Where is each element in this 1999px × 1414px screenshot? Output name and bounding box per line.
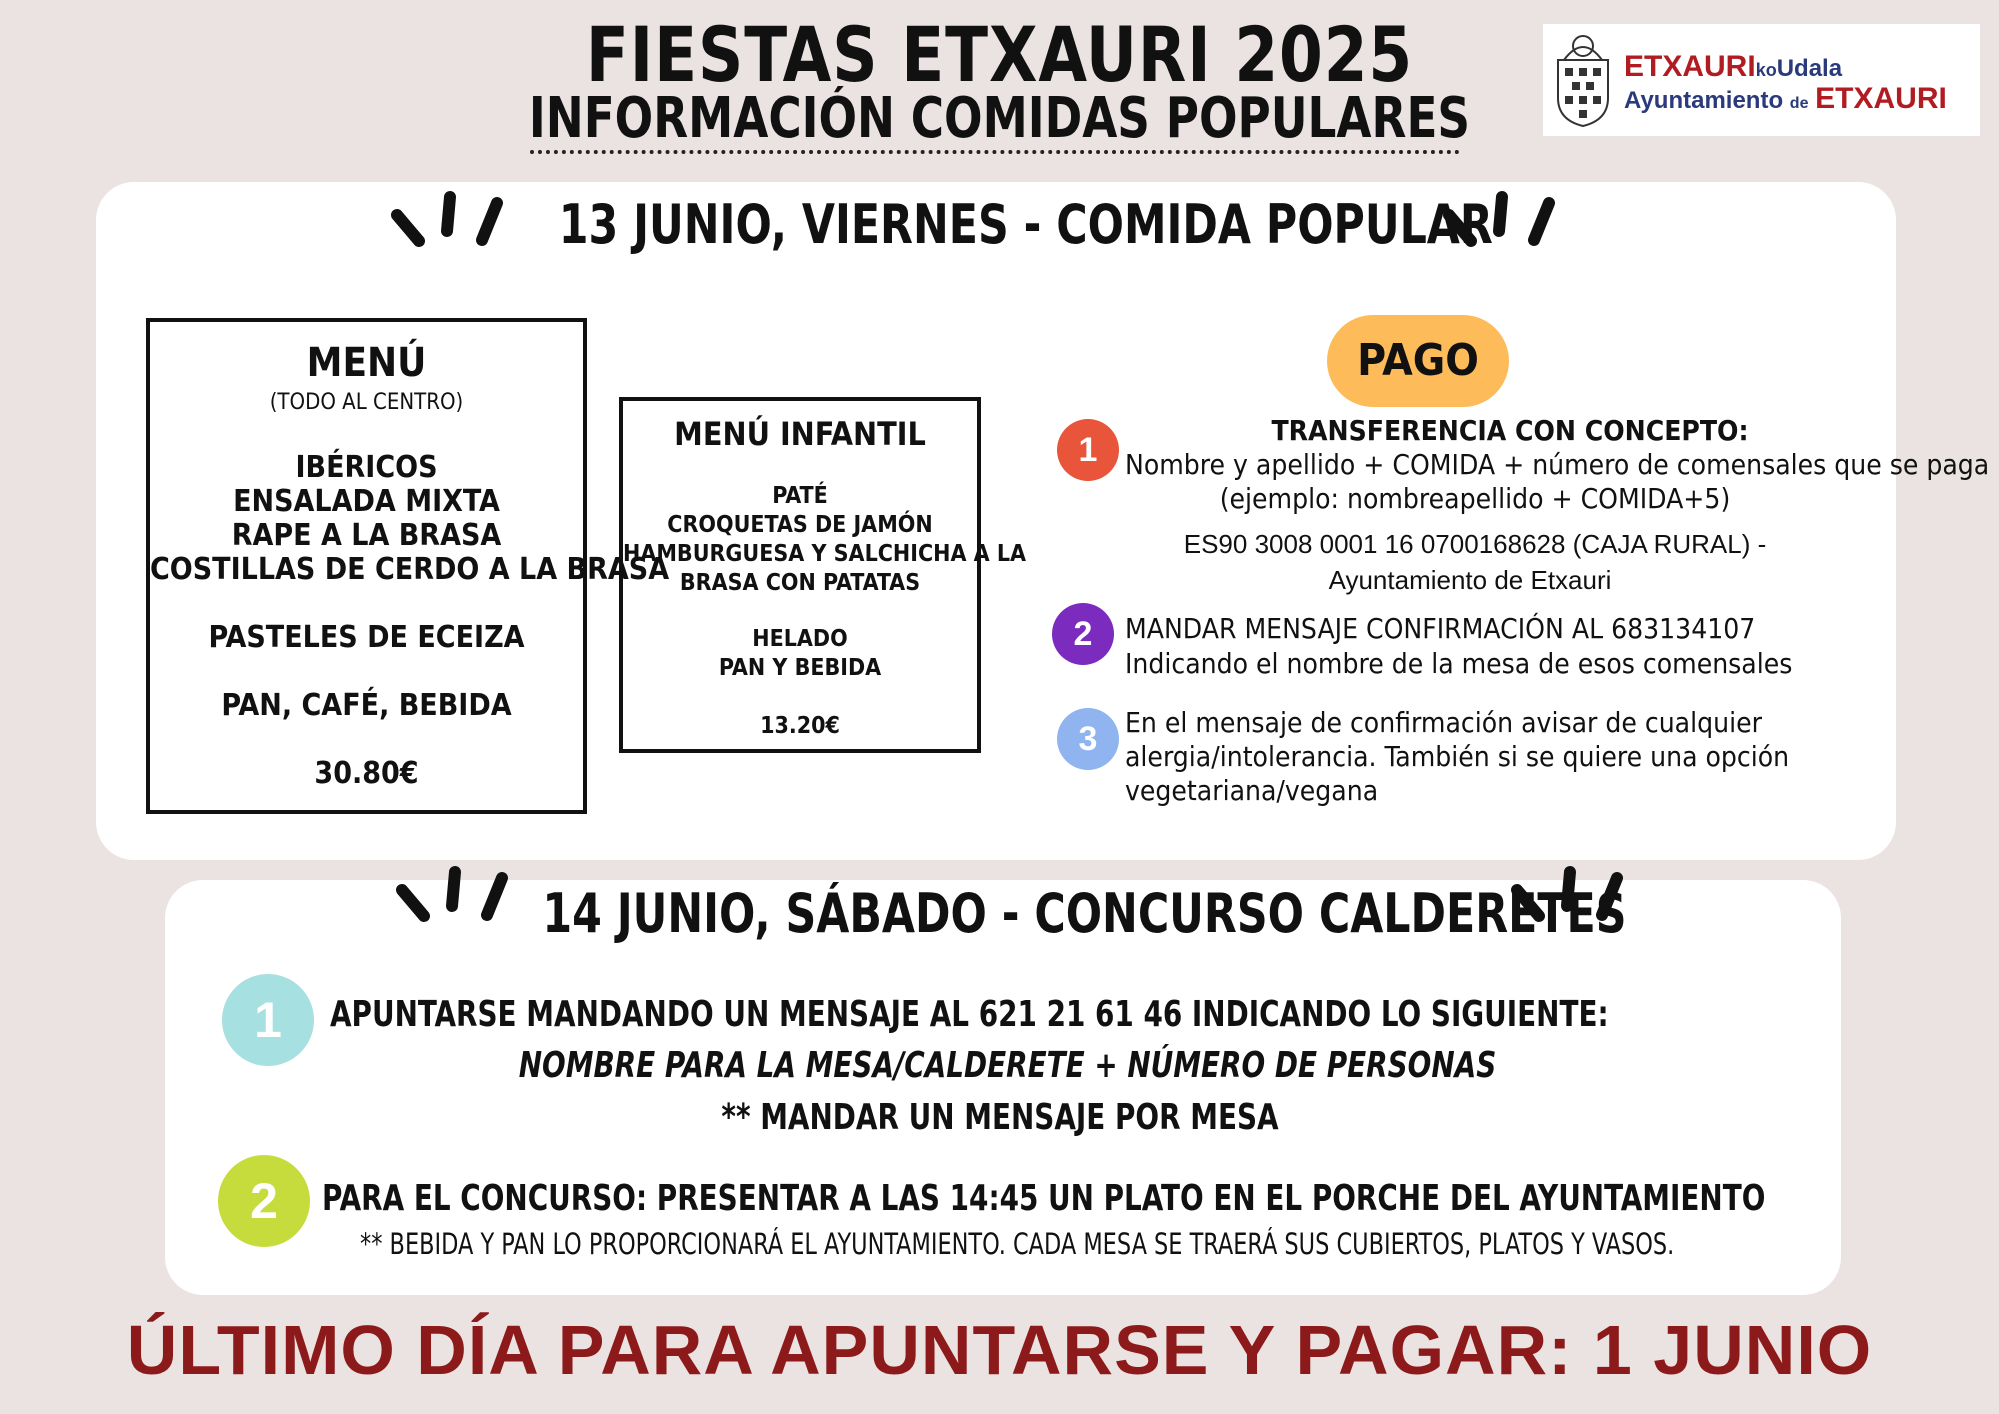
kids-menu-item: HAMBURGUESA Y SALCHICHA A LA bbox=[623, 541, 1027, 567]
step-number-badge: 1 bbox=[1057, 419, 1119, 481]
page-subtitle: INFORMACIÓN COMIDAS POPULARES bbox=[528, 86, 1471, 151]
logo-text-ko: ko bbox=[1755, 60, 1777, 80]
contest-step1-format: NOMBRE PARA LA MESA/CALDERETE + NÚMERO DE PERSONAS bbox=[518, 1045, 1497, 1086]
menu-extras: PAN, CAFÉ, BEBIDA bbox=[221, 688, 512, 723]
payment-step3-line: En el mensaje de confirmación avisar de cualquier bbox=[1125, 706, 1762, 739]
payment-step3-line: alergia/intolerancia. También si se quiere una opción bbox=[1125, 740, 1790, 773]
step-number-badge: 2 bbox=[218, 1155, 310, 1247]
logo-text-etxauri: ETXAURI bbox=[1624, 50, 1756, 83]
menu-item: RAPE A LA BRASA bbox=[231, 518, 502, 553]
menu-heading: MENÚ bbox=[306, 340, 427, 386]
saturday-title: 14 JUNIO, SÁBADO - CONCURSO CALDERETES bbox=[542, 882, 1627, 945]
kids-menu-item: BRASA CON PATATAS bbox=[679, 570, 921, 596]
accent-marks-icon bbox=[390, 860, 525, 930]
kids-menu-item: CROQUETAS DE JAMÓN bbox=[667, 512, 933, 538]
payment-step1-title: TRANSFERENCIA CON CONCEPTO: bbox=[1271, 414, 1749, 447]
payment-step1-example: (ejemplo: nombreapellido + COMIDA+5) bbox=[1219, 482, 1731, 515]
coat-of-arms-icon bbox=[1550, 30, 1616, 130]
adult-menu-box bbox=[146, 318, 670, 814]
payment-step3-line: vegetariana/vegana bbox=[1125, 774, 1379, 807]
kids-menu-extra: PAN Y BEBIDA bbox=[718, 655, 882, 681]
accent-marks-icon bbox=[385, 185, 520, 255]
step-number-badge: 1 bbox=[222, 974, 314, 1066]
title-divider bbox=[530, 150, 1460, 154]
contest-step1-title: APUNTARSE MANDANDO UN MENSAJE AL 621 21 61 46 INDICANDO LO SIGUIENTE: bbox=[330, 994, 1609, 1035]
menu-item: ENSALADA MIXTA bbox=[233, 484, 500, 519]
payment-step2-detail: Indicando el nombre de la mesa de esos comensales bbox=[1125, 647, 1793, 680]
kids-menu-heading: MENÚ INFANTIL bbox=[674, 415, 926, 453]
accent-marks-icon bbox=[1437, 185, 1572, 255]
payment-account-holder: Ayuntamiento de Etxauri bbox=[1328, 565, 1612, 595]
logo-text-line2 bbox=[1624, 82, 1947, 116]
menu-price: 30.80€ bbox=[314, 756, 419, 791]
step-number-badge: 3 bbox=[1057, 708, 1119, 770]
kids-menu-box bbox=[619, 397, 1027, 753]
logo-text-ayuntamiento: Ayuntamiento bbox=[1624, 87, 1784, 114]
page-title: FIESTAS ETXAURI 2025 bbox=[585, 10, 1414, 99]
menu-item: COSTILLAS DE CERDO A LA BRASA bbox=[150, 552, 670, 587]
contest-step2-title: PARA EL CONCURSO: PRESENTAR A LAS 14:45 UN PLATO EN EL PORCHE DEL AYUNTAMIENTO bbox=[322, 1178, 1766, 1219]
logo-text-de: de bbox=[1789, 95, 1809, 112]
kids-menu-item: PATÉ bbox=[772, 483, 828, 509]
menu-note: (TODO AL CENTRO) bbox=[269, 390, 464, 415]
kids-menu-price: 13.20€ bbox=[760, 713, 840, 739]
contest-step1-note: ** MANDAR UN MENSAJE POR MESA bbox=[721, 1097, 1279, 1138]
step-number-badge: 2 bbox=[1052, 603, 1114, 665]
payment-badge: PAGO bbox=[1327, 315, 1509, 407]
logo-text-udala: Udala bbox=[1776, 55, 1843, 82]
friday-title: 13 JUNIO, VIERNES - COMIDA POPULAR bbox=[558, 193, 1493, 256]
payment-step2-title: MANDAR MENSAJE CONFIRMACIÓN AL 683134107 bbox=[1125, 612, 1756, 645]
accent-marks-icon bbox=[1505, 860, 1640, 930]
payment-step1-concept: Nombre y apellido + COMIDA + número de comensales que se paga bbox=[1125, 448, 1990, 481]
menu-dessert: PASTELES DE ECEIZA bbox=[208, 620, 525, 655]
menu-item: IBÉRICOS bbox=[295, 450, 438, 485]
kids-menu-extra: HELADO bbox=[752, 626, 848, 652]
contest-step2-note: ** BEBIDA Y PAN LO PROPORCIONARÁ EL AYUNTAMIENTO. CADA MESA SE TRAERÁ SUS CUBIERTOS, PLATOS Y VASOS. bbox=[360, 1227, 1675, 1261]
logo-text-etxauri-2: ETXAURI bbox=[1815, 82, 1947, 115]
payment-iban: ES90 3008 0001 16 0700168628 (CAJA RURAL) - bbox=[1183, 529, 1767, 559]
logo-text-line1 bbox=[1624, 50, 1842, 84]
registration-deadline: ÚLTIMO DÍA PARA APUNTARSE Y PAGAR: 1 JUNIO bbox=[126, 1311, 1873, 1389]
